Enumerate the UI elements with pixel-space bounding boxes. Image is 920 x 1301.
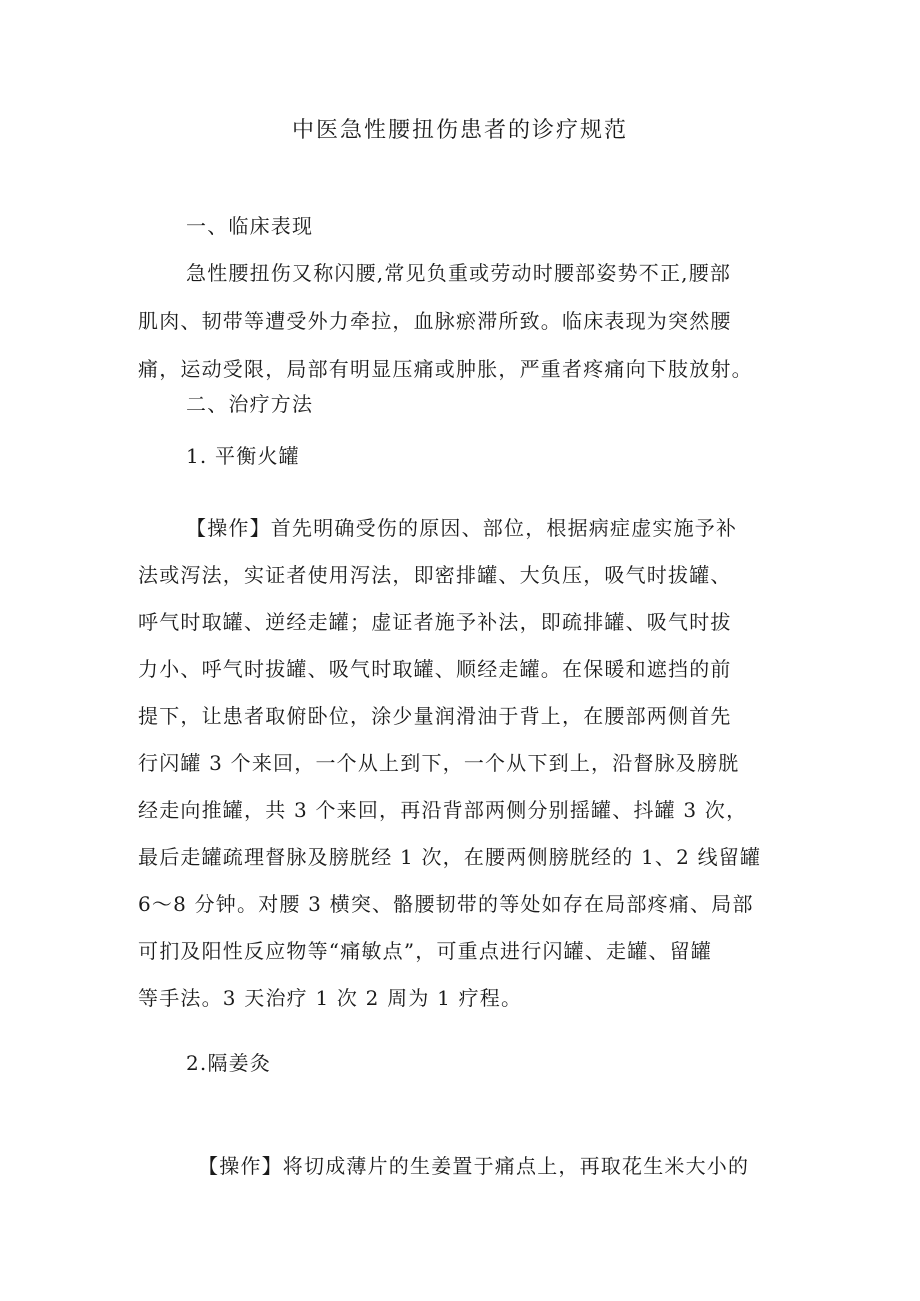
paragraph-line: 【操作】将切成薄片的生姜置于痛点上，再取花生米大小的 [198,1154,750,1178]
paragraph-line: 力小、呼气时拔罐、吸气时取罐、顺经走罐。在保暖和遮挡的前 [138,657,732,681]
paragraph-line: 行闪罐 3 个来回，一个从上到下，一个从下到上，沿督脉及膀胱 [138,751,740,775]
paragraph-line: 最后走罐疏理督脉及膀胱经 1 次，在腰两侧膀胱经的 1、2 线留罐 [138,845,762,869]
paragraph-line: 【操作】首先明确受伤的原因、部位，根据病症虚实施予补 [186,516,738,540]
document-title: 中医急性腰扭伤患者的诊疗规范 [291,118,628,143]
paragraph-line: 肌肉、韧带等遭受外力牵拉，血脉瘀滞所致。临床表现为突然腰 [138,309,732,333]
paragraph-line: 痛，运动受限，局部有明显压痛或肿胀，严重者疼痛向下肢放射。 [138,357,753,381]
method-heading-ginger-moxibustion: 2.隔姜灸 [186,1051,272,1075]
method-heading-cupping: 1. 平衡火罐 [186,444,300,468]
section-heading-clinical: 一、临床表现 [186,214,314,238]
paragraph-line: 经走向推罐，共 3 个来回，再沿背部两侧分别摇罐、抖罐 3 次， [138,798,748,822]
paragraph-line: 6～8 分钟。对腰 3 横突、骼腰韧带的等处如存在局部疼痛、局部 [138,892,754,916]
paragraph-line: 法或泻法，实证者使用泻法，即密排罐、大负压，吸气时拔罐、 [138,563,732,587]
paragraph-line: 急性腰扭伤又称闪腰,常见负重或劳动时腰部姿势不正,腰部 [186,261,732,285]
paragraph-line: 可扪及阳性反应物等“痛敏点”，可重点进行闪罐、走罐、留罐 [138,939,713,963]
paragraph-line: 提下，让患者取俯卧位，涂少量润滑油于背上，在腰部两侧首先 [138,704,732,728]
section-heading-treatment: 二、治疗方法 [186,392,314,416]
paragraph-line: 呼气时取罐、逆经走罐；虚证者施予补法，即疏排罐、吸气时拔 [138,610,732,634]
paragraph-line: 等手法。3 天治疗 1 次 2 周为 1 疗程。 [138,986,523,1010]
